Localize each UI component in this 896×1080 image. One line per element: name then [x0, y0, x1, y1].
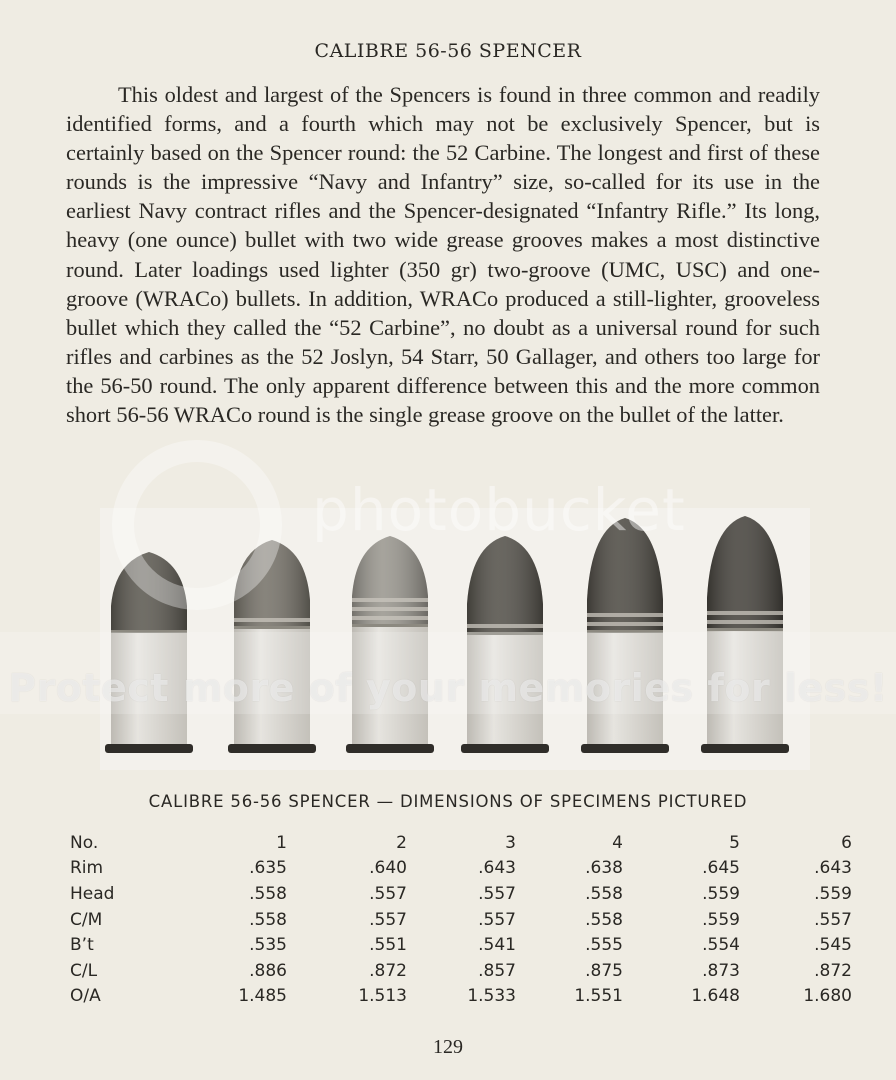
table-cell: .557 — [478, 909, 516, 930]
case-mouth — [234, 626, 310, 629]
header-col: 6 — [841, 832, 852, 853]
table-cell: .557 — [369, 883, 407, 904]
photobucket-watermark-ring — [112, 440, 282, 610]
table-cell: .554 — [702, 935, 740, 956]
table-cell: .873 — [702, 960, 740, 981]
table-cell: .557 — [478, 883, 516, 904]
table-cell: 1.551 — [574, 986, 623, 1007]
header-col: 3 — [505, 832, 516, 853]
cartridge-rim — [461, 744, 549, 753]
table-cell: .640 — [369, 858, 407, 879]
table-cell: .559 — [814, 883, 852, 904]
grease-groove — [707, 611, 783, 615]
body-paragraph: This oldest and largest of the Spencers is found in three common and readily identified forms, and a fourth which may not be exclusively Spencer, but is certainly based on the Spencer round: the 52 Carbine. The longest and first of these rounds is the impressive “Navy and Infantry” size, so-called for its use in the earliest Navy contract rifles and the Spencer-designated “Infantry Rifle.” Its long, heavy (one ounce) bullet with two wide grease grooves makes a most distinctive round. Later loadings used lighter (350 gr) two-groove (UMC, USC) and one-groove (WRACo) bullets. In addition, WRACo produced a still-lighter, grooveless bullet which they called the “52 Carbine”, no doubt as a universal round for such rifles and carbines as the 52 Joslyn, 54 Starr, 50 Gallager, and others too large for the 56-50 round. The only apparent difference between this and the more common short 56-56 WRACo round is the single grease groove on the bullet of the latter. — [66, 82, 820, 428]
table-row — [64, 907, 852, 933]
table-cell: .558 — [585, 883, 623, 904]
grease-groove — [352, 607, 428, 611]
table-cell: .557 — [814, 909, 852, 930]
table-header-row — [64, 830, 852, 856]
cartridge-rim — [581, 744, 669, 753]
table-cell: 1.680 — [803, 986, 852, 1007]
photobucket-watermark-logo: photobucket — [312, 476, 686, 544]
table-cell: .558 — [585, 909, 623, 930]
table-row — [64, 881, 852, 907]
table-cell: .872 — [369, 960, 407, 981]
table-caption: CALIBRE 56-56 SPENCER — DIMENSIONS OF SPECIMENS PICTURED — [148, 792, 748, 811]
header-label: No. — [70, 832, 99, 853]
table-cell: .541 — [478, 935, 516, 956]
table-cell: .638 — [585, 858, 623, 879]
table-cell: .643 — [478, 858, 516, 879]
table-cell: .886 — [249, 960, 287, 981]
table-cell: .551 — [369, 935, 407, 956]
case-mouth — [707, 628, 783, 631]
case-mouth — [352, 624, 428, 627]
table-row — [64, 856, 852, 882]
table-cell: .558 — [249, 883, 287, 904]
table-cell: .643 — [814, 858, 852, 879]
table-cell: .635 — [249, 858, 287, 879]
grease-groove — [587, 622, 663, 626]
table-cell: .872 — [814, 960, 852, 981]
table-cell: 1.648 — [691, 986, 740, 1007]
table-cell: .559 — [702, 883, 740, 904]
row-label: B’t — [70, 935, 94, 956]
table-cell: 1.513 — [358, 986, 407, 1007]
row-label: C/M — [70, 909, 103, 930]
table-cell: 1.533 — [467, 986, 516, 1007]
table-cell: 1.485 — [238, 986, 287, 1007]
grease-groove — [587, 613, 663, 617]
grease-groove — [352, 598, 428, 602]
row-label: C/L — [70, 960, 98, 981]
cartridge-rim — [228, 744, 316, 753]
grease-groove — [352, 616, 428, 620]
table-cell: .857 — [478, 960, 516, 981]
table-cell: .555 — [585, 935, 623, 956]
grease-groove — [234, 618, 310, 622]
header-col: 4 — [612, 832, 623, 853]
header-col: 2 — [396, 832, 407, 853]
table-cell: .875 — [585, 960, 623, 981]
grease-groove — [707, 620, 783, 624]
watermark-slogan: Protect more of your memories for less! — [8, 666, 888, 710]
dimensions-table — [64, 830, 852, 1009]
table-cell: .545 — [814, 935, 852, 956]
table-cell: .559 — [702, 909, 740, 930]
page-title: CALIBRE 56-56 SPENCER — [314, 40, 582, 62]
header-col: 1 — [276, 832, 287, 853]
grease-groove — [467, 624, 543, 628]
table-row — [64, 984, 852, 1010]
cartridge-rim — [346, 744, 434, 753]
row-label: O/A — [70, 986, 101, 1007]
page-number: 129 — [433, 1036, 463, 1058]
table-cell: .645 — [702, 858, 740, 879]
table-row — [64, 932, 852, 958]
header-col: 5 — [729, 832, 740, 853]
row-label: Rim — [70, 858, 104, 879]
cartridge-rim — [701, 744, 789, 753]
table-cell: .535 — [249, 935, 287, 956]
cartridge-rim — [105, 744, 193, 753]
row-label: Head — [70, 883, 115, 904]
table-row — [64, 958, 852, 984]
table-cell: .558 — [249, 909, 287, 930]
table-cell: .557 — [369, 909, 407, 930]
